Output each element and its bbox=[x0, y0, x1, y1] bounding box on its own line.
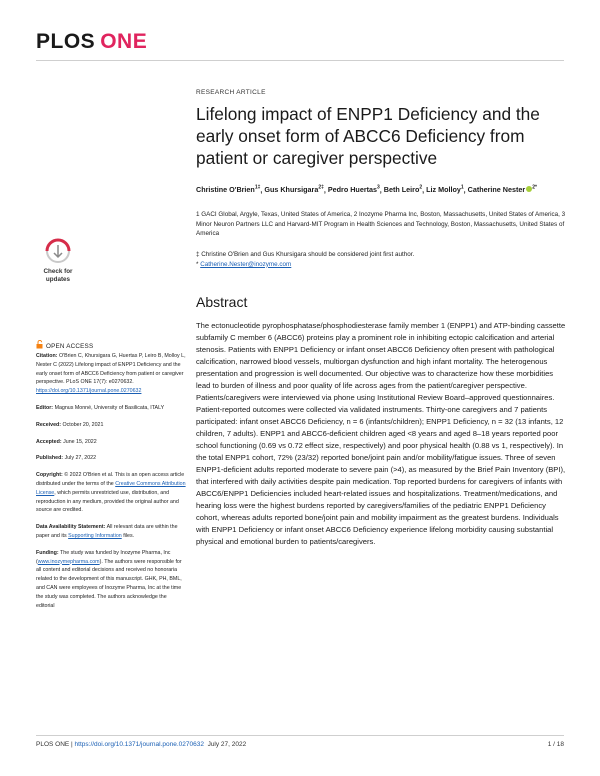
header-divider bbox=[36, 60, 564, 61]
funder-website-link[interactable]: www.inozymepharma.com bbox=[37, 558, 100, 565]
article-title: Lifelong impact of ENPP1 Deficiency and the early onset form of ABCC6 Deficiency from patient or caregiver perspective bbox=[196, 104, 540, 168]
affiliations: 1 GACI Global, Argyle, Texas, United States of America, 2 Inozyme Pharma Inc, Boston, Massachusetts, United States of America, 3 Minor Neuron Partners LLC and Harvard-MIT Program in Health Sciences and Technology, Boston, Massachusetts, United States of America bbox=[196, 211, 566, 238]
author[interactable] bbox=[426, 185, 464, 194]
check-for-updates-line2: updates bbox=[45, 276, 71, 283]
copyright-block: Copyright: © 2022 O'Brien et al. This is an open access article distributed under the terms of the Creative Commons Attribution License, which permits unrestricted use, distribution, and reproduction in any medium, provided the original author and source are credited. bbox=[36, 472, 186, 514]
author-separator: , bbox=[422, 185, 427, 195]
author-separator: , bbox=[379, 185, 384, 195]
received-block: Received: October 20, 2021 bbox=[36, 421, 104, 428]
abstract-heading: Abstract bbox=[196, 294, 248, 310]
footer-journal: PLOS ONE bbox=[36, 741, 70, 748]
journal-logo-one: ONE bbox=[100, 30, 148, 53]
author[interactable] bbox=[384, 185, 422, 194]
footer-citation: PLOS ONE | https://doi.org/10.1371/journal.pone.0270632 July 27, 2022 bbox=[36, 741, 247, 748]
author-affil-mark: 1‡ bbox=[254, 185, 261, 191]
author-name: Liz Molloy bbox=[426, 185, 461, 195]
license-link[interactable]: Creative Commons Attribution License bbox=[36, 480, 186, 496]
author-separator: , bbox=[260, 185, 265, 195]
citation-doi-link[interactable]: https://doi.org/10.1371/journal.pone.0270632 bbox=[36, 388, 142, 395]
author-name: Pedro Huertas bbox=[327, 185, 378, 195]
data-availability-block: Data Availability Statement: All relevant data are within the paper and its Supporting Information files. bbox=[36, 524, 178, 539]
author[interactable] bbox=[328, 185, 380, 194]
journal-logo-plos: PLOS bbox=[36, 30, 96, 53]
author-affil-mark: 3 bbox=[377, 185, 380, 191]
author-name: Catherine Nester bbox=[467, 185, 526, 195]
footer-date: July 27, 2022 bbox=[207, 741, 247, 748]
author-name: Beth Leiro bbox=[383, 185, 420, 195]
published-block: Published: July 27, 2022 bbox=[36, 455, 97, 462]
check-for-updates-label[interactable] bbox=[38, 268, 78, 284]
article-type: RESEARCH ARTICLE bbox=[196, 89, 266, 96]
author[interactable] bbox=[196, 185, 260, 194]
page-number: 1 / 18 bbox=[547, 741, 564, 748]
author-separator: , bbox=[463, 185, 468, 195]
open-lock-icon bbox=[36, 340, 44, 349]
joint-author-note: ‡ Christine O'Brien and Gus Khursigara should be considered joint first author. bbox=[196, 251, 415, 258]
author-affil-mark: 1 bbox=[460, 185, 464, 191]
editor-block: Editor: Magnus Monné, University of Basilicata, ITALY bbox=[36, 404, 165, 411]
open-access-label: OPEN ACCESS bbox=[46, 343, 94, 350]
open-access-badge bbox=[36, 340, 93, 350]
author-notes bbox=[196, 250, 566, 269]
author-separator: , bbox=[323, 185, 328, 195]
author-name: Gus Khursigara bbox=[264, 185, 319, 195]
footer-doi-link[interactable]: https://doi.org/10.1371/journal.pone.0270632 bbox=[74, 741, 204, 748]
author-affil-mark: 2 bbox=[419, 185, 423, 191]
supporting-info-link[interactable]: Supporting Information bbox=[68, 532, 122, 539]
journal-logo[interactable] bbox=[36, 30, 147, 54]
citation-block: Citation: O'Brien C, Khursigara G, Huertas P, Leiro B, Molloy L, Nester C (2022) Lifelong impact of ENPP1 Deficiency and the early onset form of ABCC6 Deficiency from patient or caregiver perspective. PLoS ONE 17(7): e0270632. https://doi.org/10.1371/journal.pone.0270632 bbox=[36, 353, 186, 395]
author-affil-mark: 2* bbox=[532, 185, 537, 191]
check-for-updates-line1: Check for bbox=[43, 268, 73, 275]
accepted-block: Accepted: June 15, 2022 bbox=[36, 438, 97, 445]
funding-block: Funding: The study was funded by Inozyme Pharma, Inc (www.inozymepharma.com). The authors were responsible for all content and editorial decisions and received no honoraria related to the development of this manuscript. GHK, PH, BML, and CAN were employees of Inozyme Pharma, Inc at the time the study was completed. The authors acknowledge the editorial bbox=[36, 549, 182, 609]
author-affil-mark: 2‡ bbox=[318, 185, 324, 191]
abstract-body: The ectonucleotide pyrophosphatase/phosphodiesterase family member 1 (ENPP1) and ATP-binding cassette subfamily C member 6 (ABCC6) proteins play a prominent role in inhibiting ectopic calcification and arterial stenosis. Patients with ENPP1 Deficiency or infant onset ABCC6 Deficiency often present with pathological calcification, narrowed blood vessels, multiorgan dysfunction and high infant mortality. The heterogenous presentation and progression is well documented. Our objective was to characterize how these morbidities lead to burden of illness and poor quality of life across ages from the patient/caregiver perspective. Patients/caregivers were interviewed via phone using Institutional Review Board–approved questionnaires. Patient-reported outcomes were collected via validated instruments. Thirty-one caregivers and 7 patients participated: infant onset ABCC6 Deficiency, n = 6 (infants/children); ENPP1 Deficiency, n = 32 (13 infants, 12 children, 7 adults). ENPP1 and ABCC6-deficient children aged <8 years and aged 8–18 years reported poor school functioning (0.69 vs 0.72 effect size, respectively) and poor physical health (0.88 vs 1, respectively). In the total ENPP1 cohort, 72% (23/32) reported bone/joint pain and/or mobility/fatigue issues. Three of seven ENPP1-deficient adults reported moderate to severe pain (>4), as measured by the Brief Pain Inventory (BPI), that interfered with daily activities despite pain medication. Top reported burdens for caregivers of infants with ABCC6/ENPP1 Deficiencies included heart-related issues and hospitalizations. Treatment/medications, and hearing loss were the highest burdens reported by caregivers/families of the pediatric ENPP1 Deficiency cohort, whereas adults reported bone/joint pain and mobility impairment as the greatest burdens. Individuals with ENPP1 Deficiency or infant onset ABCC6 Deficiency experience lifelong morbidity causing substantial physical and emotional burden to patients/caregivers. bbox=[196, 321, 566, 546]
footer-divider bbox=[36, 735, 564, 736]
author-name: Christine O'Brien bbox=[196, 185, 255, 195]
author-list bbox=[196, 182, 566, 196]
article-metadata-sidebar bbox=[36, 352, 186, 618]
author[interactable] bbox=[468, 185, 537, 194]
corresponding-author-note: * Catherine.Nester@inozyme.com bbox=[196, 260, 292, 268]
corresponding-email-link[interactable]: Catherine.Nester@inozyme.com bbox=[200, 260, 292, 268]
author[interactable] bbox=[264, 185, 323, 194]
